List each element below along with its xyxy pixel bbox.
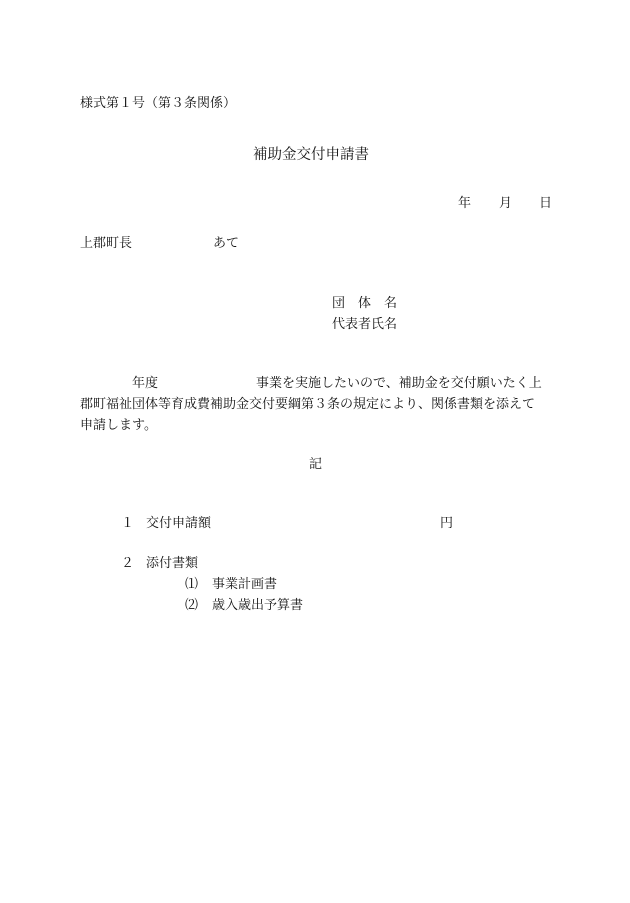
subitem-business-plan: 事業計画書 [212, 577, 278, 592]
document-title: 補助金交付申請書 [253, 147, 369, 163]
ki-heading: 記 [309, 457, 323, 472]
addressee-suffix: あて [213, 236, 240, 251]
body-line-1: 事業を実施したいので、補助金を交付願いたく上 [256, 376, 542, 391]
date-month-label: 月 [499, 196, 513, 211]
addressee-name: 上郡町長 [80, 236, 133, 251]
organization-name-label: 団 体 名 [332, 296, 398, 311]
item-label-attachments: 添付書類 [146, 556, 199, 571]
date-day-label: 日 [539, 196, 553, 211]
subitem-budget: 歳入歳出予算書 [212, 598, 304, 613]
body-line-2: 郡町福祉団体等育成費補助金交付要綱第３条の規定により、関係書類を添えて [80, 397, 536, 412]
body-line-3: 申請します。 [80, 418, 157, 433]
currency-unit-label: 円 [440, 516, 454, 531]
representative-name-label: 代表者氏名 [332, 317, 398, 332]
item-number: ２ [121, 556, 135, 571]
date-year-label: 年 [458, 196, 472, 211]
form-number-label: 様式第１号（第３条関係） [80, 96, 237, 111]
subitem-number: ⑴ [185, 577, 199, 592]
item-label-application-amount: 交付申請額 [146, 516, 212, 531]
fiscal-year-label: 年度 [132, 376, 159, 391]
item-number: １ [121, 516, 135, 531]
subitem-number: ⑵ [185, 598, 199, 613]
